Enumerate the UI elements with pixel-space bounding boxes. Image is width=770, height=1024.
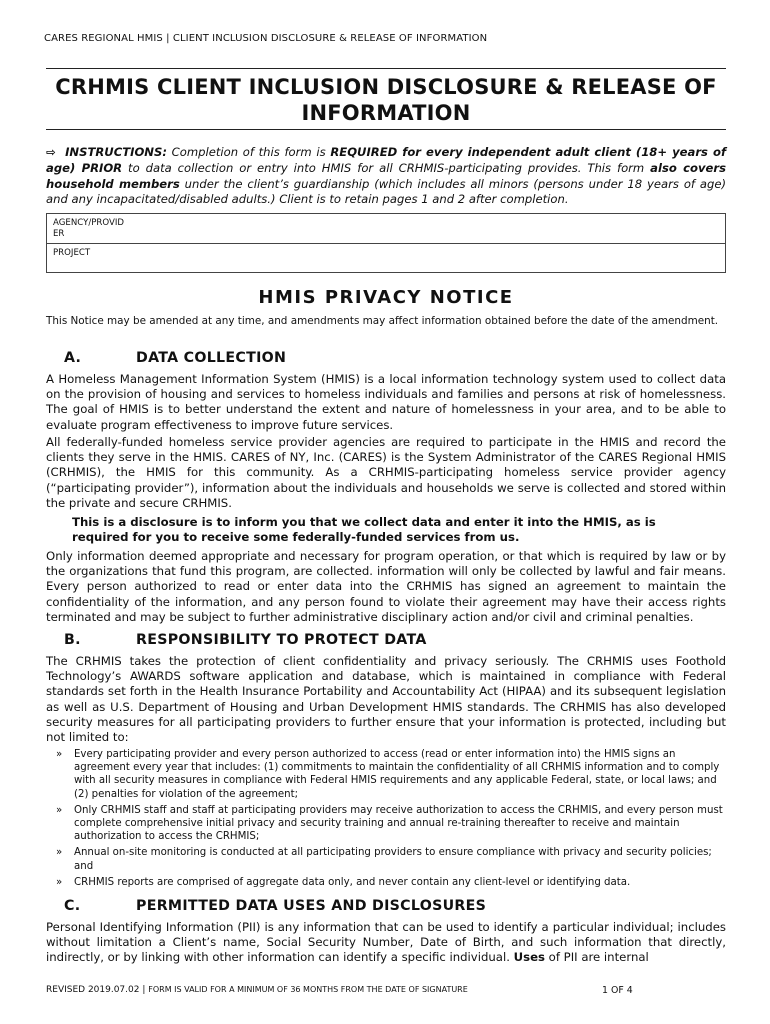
bullet-icon: » — [56, 847, 63, 859]
bullet-icon: » — [56, 749, 63, 760]
section-a-letter: A. — [64, 350, 82, 366]
project-field[interactable] — [47, 243, 725, 272]
section-b-title: RESPONSIBILITY TO PROTECT DATA — [136, 632, 427, 648]
list-item-text: Every participating provider and every person authorized to access (read or enter information into) the HMIS signs an agreement every year that includes: (1) commitments to maintain the confidentiality of all CRHMIS information and to comply with all security measures in compliance with Federal HMIS requirements and any applicable Federal, state, or local laws; and (2) penalties for violation of the agreement; — [74, 749, 720, 800]
instructions-text: to data collection or entry into HMIS for all CRHMIS-participating provides. This form — [122, 160, 651, 175]
list-item — [56, 748, 724, 801]
footer-validity: FORM IS VALID FOR A MINIMUM OF 36 MONTHS FROM THE DATE OF SIGNATURE — [148, 985, 468, 994]
list-item-text: Only CRHMIS staff and staff at participating providers may receive authorization to access the CRHMIS, and every person must complete comprehensive initial privacy and security training and annual re-training thereafter to receive and maintain authorization to access the CRHMIS; — [74, 804, 723, 843]
section-a-paragraph-2: All federally-funded homeless service provider agencies are required to participate in the HMIS and record the clients they serve in the HMIS. CARES of NY, Inc. (CARES) is the System Administrator of the CARES Regional HMIS (CRHMIS), the HMIS for this community. As a CRHMIS-participating homeless service provider agency (“participating provider”), information about the individuals and households we serve is collected and stored within the private and secure CRHMIS. — [46, 435, 726, 510]
list-item — [56, 846, 724, 872]
list-item — [56, 876, 724, 889]
section-c-uses: Uses — [513, 950, 545, 965]
instructions-text: under the client’s guardianship (which includes all minors (persons under 18 years of age) and any incapacitated/disabled adults.) Client is to retain pages 1 and 2 after completion. — [46, 176, 726, 207]
list-item — [56, 804, 724, 844]
page-number: 1 OF 4 — [602, 985, 633, 996]
arrow-icon: ⇨ — [46, 145, 56, 159]
section-c-text-tail: of PII are internal — [544, 950, 649, 965]
agency-provider-field[interactable] — [47, 214, 725, 242]
section-c-paragraph-1 — [46, 920, 726, 966]
disclosure-statement: This is a disclosure is to inform you that we collect data and enter it into the HMIS, as is required for you to receive some federally-funded services from us. — [72, 515, 656, 545]
project-label: PROJECT — [53, 248, 91, 258]
section-c-heading — [64, 898, 486, 914]
footer-revised: REVISED 2019.07.02 | — [46, 985, 149, 995]
agency-provider-label: AGENCY/PROVIDER — [53, 218, 125, 239]
amendment-note: This Notice may be amended at any time, and amendments may affect information obtained before the date of the amendment. — [46, 315, 719, 327]
section-a-paragraph-1: A Homeless Management Information System (HMIS) is a local information technology system used to collect data on the provision of housing and services to homeless individuals and families and persons at risk of homelessness. The goal of HMIS is to better understand the extent and nature of homelessness in your area, and to be able to evaluate program effectiveness to improve future services. — [46, 372, 726, 432]
section-a-paragraph-3: Only information deemed appropriate and necessary for program operation, or that which is required by law or by the organizations that fund this program, are collected. information will only be collected by lawful and fair means. Every person authorized to read or enter data into the CRHMIS has signed an agreement to maintain the confidentiality of the information, and any person found to violate their agreement may have their access rights terminated and may be subject to further administrative disciplinary action and/or civil and criminal penalties. — [46, 549, 726, 624]
list-item-text: Annual on-site monitoring is conducted at all participating providers to ensure compliance with privacy and security policies; and — [74, 847, 712, 872]
section-b-paragraph-1: The CRHMIS takes the protection of client confidentiality and privacy seriously. The CRHMIS uses Foothold Technology’s AWARDS software application and database, which is maintained in compliance with Federal standards set forth in the Health Insurance Portability and Accountability Act (HIPAA) and its subsequent legislation as well as U.S. Department of Housing and Urban Development HMIS standards. The CRHMIS has also developed security measures for all participating providers to further ensure that your information is protected, including but not limited to: — [46, 654, 726, 745]
privacy-notice-heading: HMIS PRIVACY NOTICE — [258, 287, 514, 308]
instructions-label: INSTRUCTIONS: — [65, 145, 167, 159]
page-title: CRHMIS CLIENT INCLUSION DISCLOSURE & RELEASE OF INFORMATION — [55, 75, 717, 125]
section-c-text: Personal Identifying Information (PII) is any information that can be used to identify a particular individual; includes without limitation a Client’s name, Social Security Number, Date of Birth, and such information that directly, indirectly, or by linking with other information can identify a specific individual. — [46, 920, 726, 965]
bullet-icon: » — [56, 804, 63, 816]
section-c-letter: C. — [64, 898, 81, 914]
running-head: CARES REGIONAL HMIS | CLIENT INCLUSION DISCLOSURE & RELEASE OF INFORMATION — [44, 33, 488, 44]
section-b-letter: B. — [64, 632, 81, 648]
bullet-icon: » — [56, 876, 63, 888]
instructions-text: Completion of this form is — [167, 145, 331, 159]
instructions-paragraph — [46, 145, 726, 208]
section-b-heading — [64, 632, 427, 648]
section-c-title: PERMITTED DATA USES AND DISCLOSURES — [136, 898, 487, 914]
footer-revision — [46, 985, 468, 995]
instructions-household-text: also covers household members — [46, 160, 727, 191]
instructions-required-text: REQUIRED for every independent adult client (18+ years of age) PRIOR — [46, 145, 726, 175]
title-top-rule — [46, 68, 726, 69]
section-a-title: DATA COLLECTION — [136, 350, 287, 366]
list-item-text: CRHMIS reports are comprised of aggregate data only, and never contain any client-level or identifying data. — [74, 876, 631, 888]
section-a-heading — [64, 350, 286, 366]
agency-project-box — [46, 213, 726, 273]
title-bottom-rule — [46, 129, 726, 130]
security-measures-list — [56, 748, 724, 892]
